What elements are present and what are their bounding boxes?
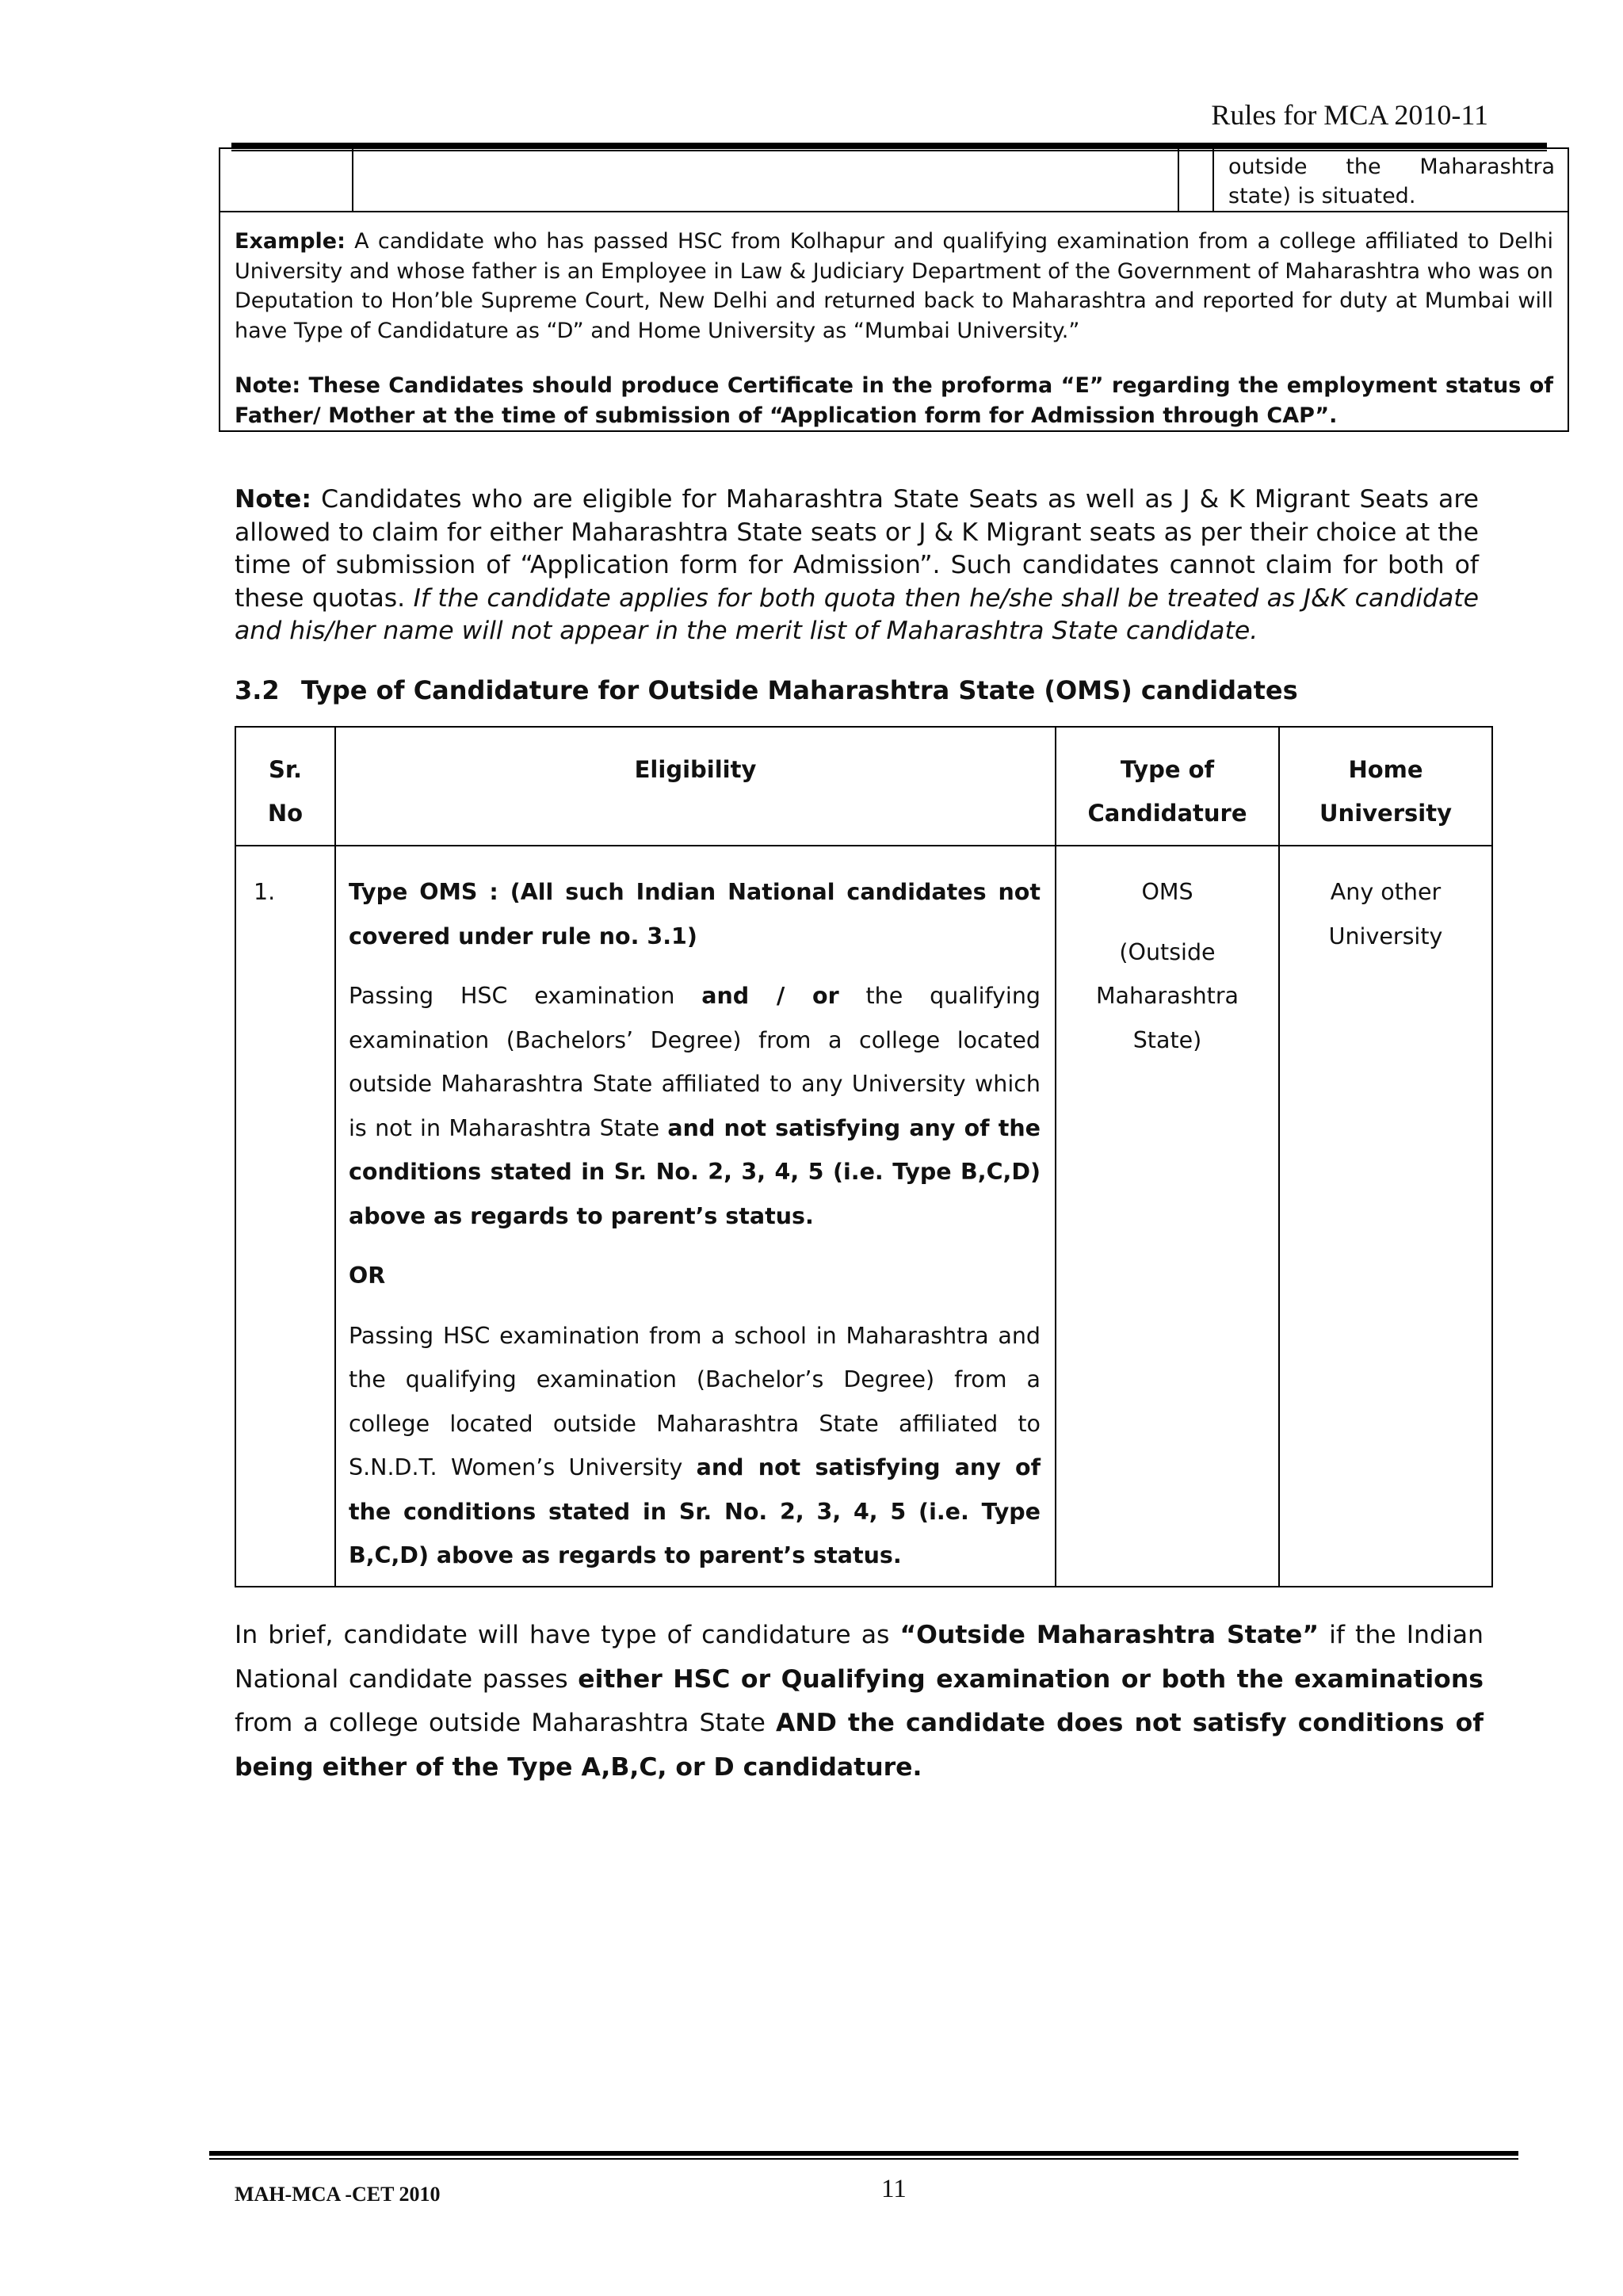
home-university-text: University [1328, 923, 1443, 949]
table-header-row [235, 727, 1492, 846]
note-label: Note: [235, 485, 312, 514]
table-row [235, 846, 1492, 1587]
text-span: Passing HSC examination [349, 983, 702, 1009]
or-separator: OR [349, 1263, 386, 1289]
text-span: the qualifying examination (Bachelors’ Degree) from a college located outside Maharashtra State affiliated to any University which is not in Maharashtra State [349, 983, 1041, 1141]
page-number: 11 [881, 2175, 907, 2203]
continuation-line: outside the Maharashtra [1228, 155, 1555, 179]
top-table-fragment [219, 147, 1569, 432]
table-row [220, 148, 1568, 212]
text-span: Passing HSC examination from a school in Maharashtra and the qualifying examination (Bachelor’s Degree) from a college located outside Maharashtra State affiliated to S.N.D.T. Women’s University [349, 1322, 1041, 1480]
page-header-title: Rules for MCA 2010-11 [1211, 99, 1488, 131]
text-span-bold: either HSC or Qualifying examination or both the examinations [578, 1664, 1484, 1694]
empty-cell [353, 148, 1178, 212]
col-header-home-university [1279, 727, 1492, 846]
text-span: In brief, candidate will have type of candidature as [235, 1621, 900, 1649]
header-text: Type of [1120, 756, 1215, 783]
table-row [220, 212, 1568, 431]
col-header-sr [235, 727, 335, 846]
continuation-cell [1213, 148, 1568, 212]
continuation-line: state) is situated. [1228, 184, 1416, 208]
sr-cell [235, 846, 335, 1587]
eligibility-cell [335, 846, 1056, 1587]
text-span-bold: “Outside Maharashtra State” [899, 1621, 1319, 1649]
section-heading [235, 675, 1298, 705]
note-text: Candidates who are eligible for Maharashtra State Seats as well as J & K Migrant Seats are allowed to claim for either Maharashtra State seats or J & K Migrant seats as per their choice at the time of submission of “Application form for Admission”. Such candidates cannot claim for both of these quotas. [235, 485, 1479, 613]
empty-cell [1178, 148, 1213, 212]
note-italic-text: If the candidate applies for both quota then he/she shall be treated as J&K candidate and his/her name will not appear in the merit list of Maharashtra State candidate. [235, 583, 1479, 645]
type-cell [1056, 846, 1279, 1587]
header-text: No [267, 800, 304, 827]
example-text: A candidate who has passed HSC from Kolhapur and qualifying examination from a college affiliated to Delhi University and whose father is an Employee in Law & Judiciary Department of the Government of Maharashtra who was on Deputation to Hon’ble Supreme Court, New Delhi and returned back to Maharashtra and reported for duty at Mumbai will have Type of Candidature as “D” and Home University as “Mumbai University.” [235, 229, 1553, 343]
type-text: OMS [1141, 879, 1193, 905]
type-text: State) [1132, 1026, 1202, 1053]
text-span-bold: and not satisfying any of the conditions stated in Sr. No. 2, 3, 4, 5 (i.e. Type B,C,D) above as regards to parent’s status. [349, 1114, 1041, 1229]
oms-candidature-table [235, 726, 1493, 1587]
header-text: Eligibility [634, 756, 757, 783]
section-number: 3.2 [235, 675, 280, 705]
text-span-bold: AND the candidate does not satisfy conditions of being either of the Type A,B,C, or D candidature. [235, 1709, 1484, 1782]
footer-rule [209, 2151, 1518, 2156]
summary-paragraph [235, 1614, 1484, 1790]
empty-cell [220, 148, 353, 212]
home-university-text: Any other [1330, 879, 1442, 905]
text-span-bold: and / or [701, 983, 839, 1009]
sr-number: 1. [254, 879, 276, 905]
home-university-cell [1279, 846, 1492, 1587]
section-title: Type of Candidature for Outside Maharashtra State (OMS) candidates [301, 675, 1298, 705]
footer-rule-thin [209, 2158, 1518, 2160]
eligibility-paragraph-1 [349, 974, 1041, 1238]
col-header-type [1056, 727, 1279, 846]
example-label: Example: [235, 229, 346, 254]
example-cell [220, 212, 1568, 431]
footer-exam-name: MAH-MCA -CET 2010 [235, 2183, 441, 2206]
header-text: Sr. [268, 756, 303, 783]
header-text: Candidature [1087, 800, 1247, 827]
proforma-note: Note: These Candidates should produce Certificate in the proforma “E” regarding the employment status of Father/ Mother at the time of submission of “Application form for Admission through CAP”. [235, 373, 1553, 428]
eligibility-heading: Type OMS : (All such Indian National candidates not covered under rule no. 3.1) [349, 879, 1041, 949]
text-span: from a college outside Maharashtra State [235, 1709, 777, 1737]
header-text: University [1319, 800, 1452, 827]
text-span: if the Indian National candidate passes [235, 1621, 1484, 1694]
header-text: Home [1348, 756, 1423, 783]
jk-migrant-note [235, 483, 1479, 648]
type-text: Maharashtra [1095, 983, 1239, 1009]
type-text: (Outside [1119, 938, 1216, 965]
col-header-eligibility [335, 727, 1056, 846]
text-span-bold: and not satisfying any of the conditions stated in Sr. No. 2, 3, 4, 5 (i.e. Type B,C,D) above as regards to parent’s status. [349, 1454, 1041, 1568]
eligibility-paragraph-2 [349, 1314, 1041, 1578]
